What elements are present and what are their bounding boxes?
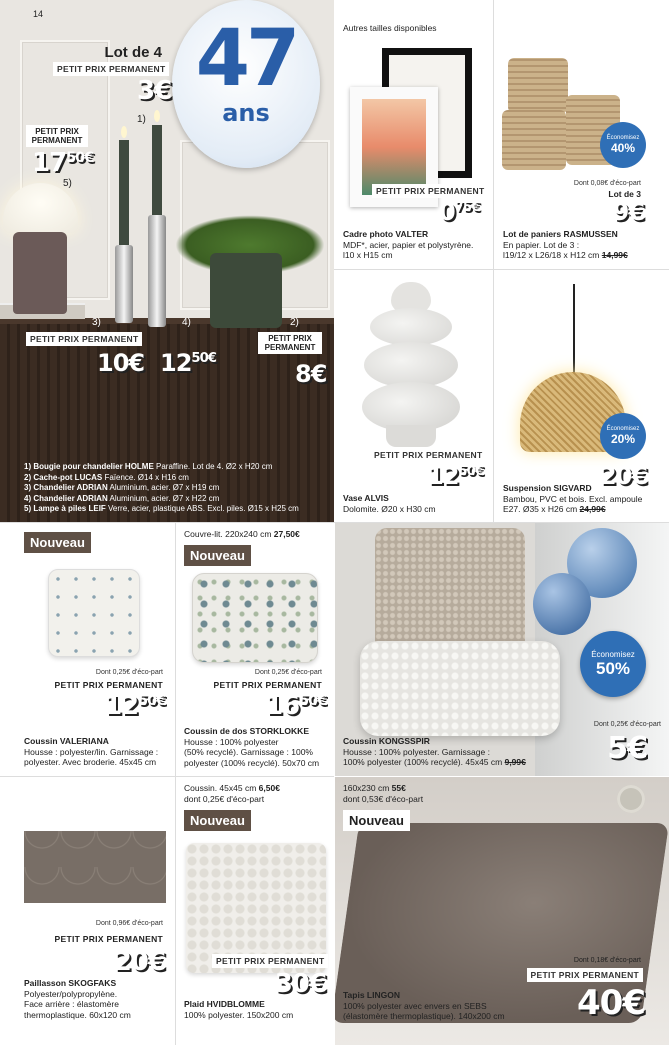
hero-section xyxy=(0,0,334,522)
price-valter: $0^{75€}$ xyxy=(439,198,480,226)
price-storklokke: $16^{50€}$ xyxy=(264,691,326,721)
new-badge: Nouveau xyxy=(184,810,251,831)
product-desc: 100% polyester (100% recyclé). 45x45 cm 9,99€ xyxy=(343,757,526,767)
doormat-image xyxy=(24,831,166,903)
basket xyxy=(502,110,566,170)
eco-part: Dont 0,96€ d'éco-part xyxy=(95,920,163,927)
product-desc: l19/12 x L26/18 x H12 cm 14,99€ xyxy=(503,250,628,260)
discount-badge: Économisez 20% xyxy=(600,413,646,459)
price-cache-pot: 8€ xyxy=(295,360,327,388)
product-lingon xyxy=(335,777,669,1045)
eco-part: Dont 0,25€ d'éco-part xyxy=(593,721,661,728)
product-desc: (50% recyclé). Garnissage : 100% xyxy=(184,747,313,757)
ppp-label: PETIT PRIX PERMANENT xyxy=(213,680,322,690)
variant-note: 160x230 cm 55€ xyxy=(343,783,406,793)
product-text xyxy=(184,999,293,1020)
price-rasmussen: 9€ xyxy=(612,198,644,226)
product-desc: (élastomère thermoplastique). 140x200 cm xyxy=(343,1011,505,1021)
list-item: 5) Lampe à piles LEIF Verre, acier, plastique ABS. Excl. piles. Ø15 x H25 cm xyxy=(24,504,299,513)
old-price: 14,99€ xyxy=(601,250,628,260)
list-item: 4) Chandelier ADRIAN Aluminium, acier. Ø7 x H22 cm xyxy=(24,493,220,503)
product-desc: 100% polyester avec envers en SEBS xyxy=(343,1000,487,1011)
ppp-label: PETIT PRIX PERMANENT xyxy=(54,934,163,944)
ppp-label: PETIT PRIX PERMANENT xyxy=(54,680,163,690)
anniversary-label: ans xyxy=(222,99,270,127)
eco-part: dont 0,25€ d'éco-part xyxy=(184,794,265,804)
product-text xyxy=(343,229,473,261)
chandelier xyxy=(148,215,166,327)
product-desc: Face arrière : élastomère xyxy=(24,999,119,1009)
ppp-label: PETIT PRIX PERMANENT xyxy=(370,448,486,462)
eco-part: Dont 0,25€ d'éco-part xyxy=(254,669,322,676)
product-text xyxy=(343,736,526,768)
product-desc: Housse : polyester/lin. Garnissage : xyxy=(24,746,159,757)
product-name: Paillasson SKOGFAKS xyxy=(24,978,117,988)
product-hvidblomme xyxy=(176,777,334,1045)
price-skogfaks: 20€ xyxy=(113,947,165,977)
product-valter xyxy=(334,0,493,269)
ppp-label: PETIT PRIX PERMANENT xyxy=(26,332,142,346)
product-storklokke xyxy=(176,523,334,776)
price-alvis: $12^{50€}$ xyxy=(427,462,483,490)
product-name: Plaid HVIDBLOMME xyxy=(184,999,265,1009)
price-lingon: 40€ xyxy=(577,983,645,1023)
product-name: Cadre photo VALTER xyxy=(343,229,429,239)
candle-flame xyxy=(121,126,127,138)
product-name: Coussin KONGSSPIR xyxy=(343,736,430,746)
ref-number: 5) xyxy=(63,178,72,189)
product-kongsspir xyxy=(335,523,669,776)
new-badge: Nouveau xyxy=(343,810,410,831)
ref-number: 2) xyxy=(290,317,299,328)
new-badge: Nouveau xyxy=(24,532,91,553)
product-desc: Dolomite. Ø20 x H30 cm xyxy=(343,503,436,514)
ppp-label: PETIT PRIX PERMANENT xyxy=(31,127,83,145)
eco-part: Dont 0,08€ d'éco-part xyxy=(573,180,641,187)
hero-product-list xyxy=(24,462,329,515)
plate-icon xyxy=(617,785,645,813)
product-desc: E27. Ø35 x H26 cm 24,99€ xyxy=(503,504,606,514)
page-number: 14 xyxy=(33,9,44,19)
ref-number: 1) xyxy=(137,114,146,125)
price-valeriana: $12^{50€}$ xyxy=(103,691,165,721)
ppp-label: PETIT PRIX PERMANENT xyxy=(53,62,169,76)
vase-base xyxy=(386,425,436,447)
lamp-base xyxy=(13,232,67,314)
product-text xyxy=(343,493,436,514)
product-name: Suspension SIGVARD xyxy=(503,483,592,493)
new-badge: Nouveau xyxy=(184,545,251,566)
product-sigvard xyxy=(494,270,669,522)
product-text xyxy=(343,990,505,1022)
old-price: 9,99€ xyxy=(504,757,526,767)
product-text xyxy=(503,483,642,515)
ref-number: 4) xyxy=(182,317,191,328)
eco-part: Dont 0,25€ d'éco-part xyxy=(95,669,163,676)
lot-label: Lot de 3 xyxy=(608,189,641,199)
basket xyxy=(508,58,568,113)
product-desc: MDF*, acier, papier et polystyrène. xyxy=(343,239,474,250)
cushion-image xyxy=(48,569,140,657)
discount-badge: Économisez 40% xyxy=(600,122,646,168)
product-desc: Bambou, PVC et bois. Excl. ampoule xyxy=(503,493,643,504)
product-desc: Polyester/polypropylène. xyxy=(24,988,118,999)
list-item: 1) Bougie pour chandelier HOLME Paraffine. Lot de 4. Ø2 x H20 cm xyxy=(24,462,273,471)
product-desc: thermoplastique. 60x120 cm xyxy=(24,1009,131,1020)
price-hvidblomme: 30€ xyxy=(274,969,326,999)
eco-part: dont 0,53€ d'éco-part xyxy=(343,794,424,804)
ppp-label: PETIT PRIX PERMANENT xyxy=(372,184,488,198)
product-text xyxy=(503,229,628,261)
product-desc: polyester (100% recyclé). 50x70 cm xyxy=(184,757,320,768)
price-lamp: $17^{50€}$ xyxy=(32,148,94,178)
product-desc: Housse : 100% polyester xyxy=(184,736,279,747)
ppp-label: PETIT PRIX PERMANENT xyxy=(212,954,328,968)
balloon xyxy=(533,573,591,635)
lot-title: Lot de 4 xyxy=(104,44,162,61)
product-text xyxy=(24,736,158,768)
old-price: 24,99€ xyxy=(579,504,606,514)
ppp-lamp-box xyxy=(26,125,88,147)
vase-ring xyxy=(370,308,452,346)
discount-badge: Économisez 50% xyxy=(580,631,646,697)
product-desc: En papier. Lot de 3 : xyxy=(503,239,580,250)
candle-flame xyxy=(154,110,160,122)
product-valeriana xyxy=(0,523,175,776)
product-alvis xyxy=(334,270,493,522)
product-name: Coussin de dos STORKLOKKE xyxy=(184,726,309,736)
ppp-label: PETIT PRIX PERMANENT xyxy=(264,334,316,352)
variant-note: Coussin. 45x45 cm 6,50€ xyxy=(184,783,280,793)
product-name: Tapis LINGON xyxy=(343,990,400,1000)
cushion-image xyxy=(192,573,318,663)
product-desc: Housse : 100% polyester. Garnissage : xyxy=(343,746,490,757)
ppp-pot-box xyxy=(258,332,322,354)
price-candles: 3€ xyxy=(137,76,172,106)
product-desc: 100% polyester. 150x200 cm xyxy=(184,1009,294,1020)
product-text xyxy=(184,726,319,768)
product-text xyxy=(24,978,131,1020)
price-kongsspir: 5€ xyxy=(607,731,647,766)
ref-number: 3) xyxy=(92,317,101,328)
product-name: Lot de paniers RASMUSSEN xyxy=(503,229,618,239)
price-sigvard: 20€ xyxy=(599,462,647,490)
white-cushion xyxy=(360,641,560,736)
price-chandelier-small: 10€ xyxy=(97,349,145,377)
product-rasmussen xyxy=(494,0,669,269)
price-chandelier-large: $12^{50€}$ xyxy=(160,349,216,377)
chandelier xyxy=(115,245,133,323)
list-item: 2) Cache-pot LUCAS Faïence. Ø14 x H16 cm xyxy=(24,472,189,482)
other-sizes-note: Autres tailles disponibles xyxy=(343,23,437,33)
list-item: 3) Chandelier ADRIAN Aluminium, acier. Ø7 x H19 cm xyxy=(24,483,220,492)
eco-part: Dont 0,18€ d'éco-part xyxy=(573,957,641,964)
anniversary-badge xyxy=(172,0,320,168)
product-desc: polyester. Avec broderie. 45x45 cm xyxy=(24,757,157,767)
cache-pot xyxy=(210,253,282,328)
product-skogfaks xyxy=(0,777,175,1045)
variant-note: Couvre-lit. 220x240 cm 27,50€ xyxy=(184,529,300,539)
anniversary-number: 47 xyxy=(195,14,297,104)
ppp-label: PETIT PRIX PERMANENT xyxy=(527,968,643,982)
lamp-cord xyxy=(573,284,575,376)
product-name: Vase ALVIS xyxy=(343,493,389,503)
product-name: Coussin VALERIANA xyxy=(24,736,109,746)
product-desc: l10 x H15 cm xyxy=(343,250,393,260)
